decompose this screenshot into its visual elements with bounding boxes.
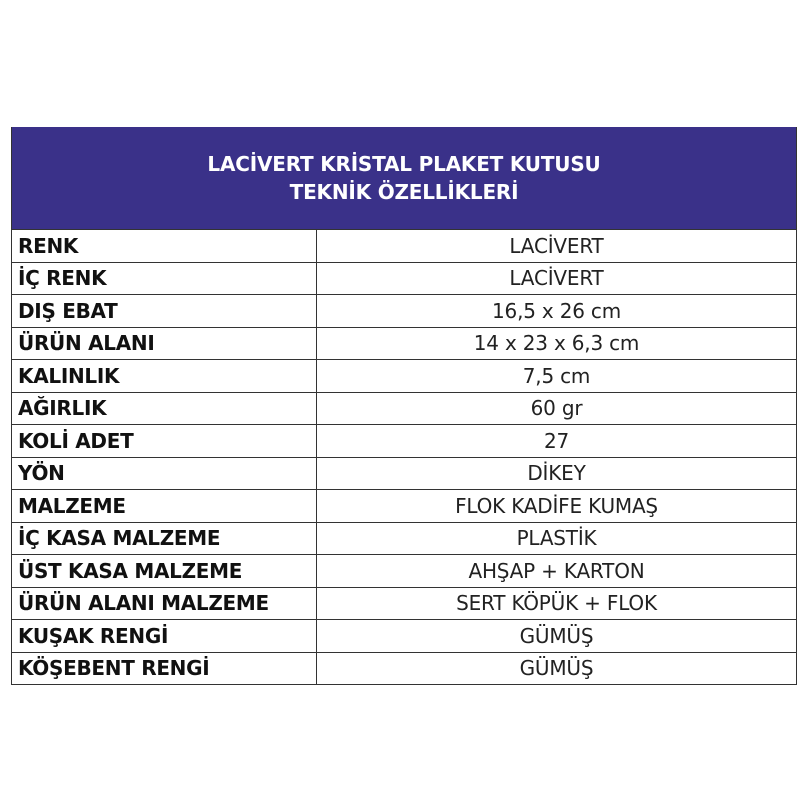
- spec-label: YÖN: [12, 457, 317, 490]
- table-row: [12, 230, 796, 263]
- spec-value: GÜMÜŞ: [317, 652, 797, 684]
- table-row: [12, 457, 796, 490]
- spec-label: ÜRÜN ALANI MALZEME: [12, 587, 317, 620]
- table-row: [12, 620, 796, 653]
- spec-value: AHŞAP + KARTON: [317, 555, 797, 588]
- table-row: [12, 327, 796, 360]
- spec-value: 14 x 23 x 6,3 cm: [317, 327, 797, 360]
- table-row: [12, 522, 796, 555]
- table-row: [12, 262, 796, 295]
- spec-label: KUŞAK RENGİ: [12, 620, 317, 653]
- spec-label: DIŞ EBAT: [12, 295, 317, 328]
- table-row: [12, 360, 796, 393]
- spec-value: SERT KÖPÜK + FLOK: [317, 587, 797, 620]
- table-row: [12, 652, 796, 684]
- spec-label: KALINLIK: [12, 360, 317, 393]
- table-row: [12, 587, 796, 620]
- spec-label: MALZEME: [12, 490, 317, 523]
- spec-label: RENK: [12, 230, 317, 263]
- table-row: [12, 555, 796, 588]
- table-row: [12, 392, 796, 425]
- spec-label: İÇ RENK: [12, 262, 317, 295]
- spec-label: İÇ KASA MALZEME: [12, 522, 317, 555]
- title-line-2: TEKNİK ÖZELLİKLERİ: [289, 180, 519, 204]
- spec-value: LACİVERT: [317, 262, 797, 295]
- spec-value: FLOK KADİFE KUMAŞ: [317, 490, 797, 523]
- spec-label: ÜRÜN ALANI: [12, 327, 317, 360]
- spec-value: PLASTİK: [317, 522, 797, 555]
- title-line-1: LACİVERT KRİSTAL PLAKET KUTUSU: [207, 152, 601, 176]
- spec-value: GÜMÜŞ: [317, 620, 797, 653]
- table-row: [12, 295, 796, 328]
- spec-value: 60 gr: [317, 392, 797, 425]
- spec-table-body: [12, 230, 796, 685]
- spec-value: LACİVERT: [317, 230, 797, 263]
- spec-label: KOLİ ADET: [12, 425, 317, 458]
- spec-label: AĞIRLIK: [12, 392, 317, 425]
- spec-value: 16,5 x 26 cm: [317, 295, 797, 328]
- spec-sheet: [11, 127, 797, 685]
- spec-value: DİKEY: [317, 457, 797, 490]
- spec-label: ÜST KASA MALZEME: [12, 555, 317, 588]
- spec-value: 7,5 cm: [317, 360, 797, 393]
- spec-table: [12, 229, 796, 684]
- table-row: [12, 490, 796, 523]
- spec-label: KÖŞEBENT RENGİ: [12, 652, 317, 684]
- spec-value: 27: [317, 425, 797, 458]
- table-row: [12, 425, 796, 458]
- title-banner: [12, 127, 796, 229]
